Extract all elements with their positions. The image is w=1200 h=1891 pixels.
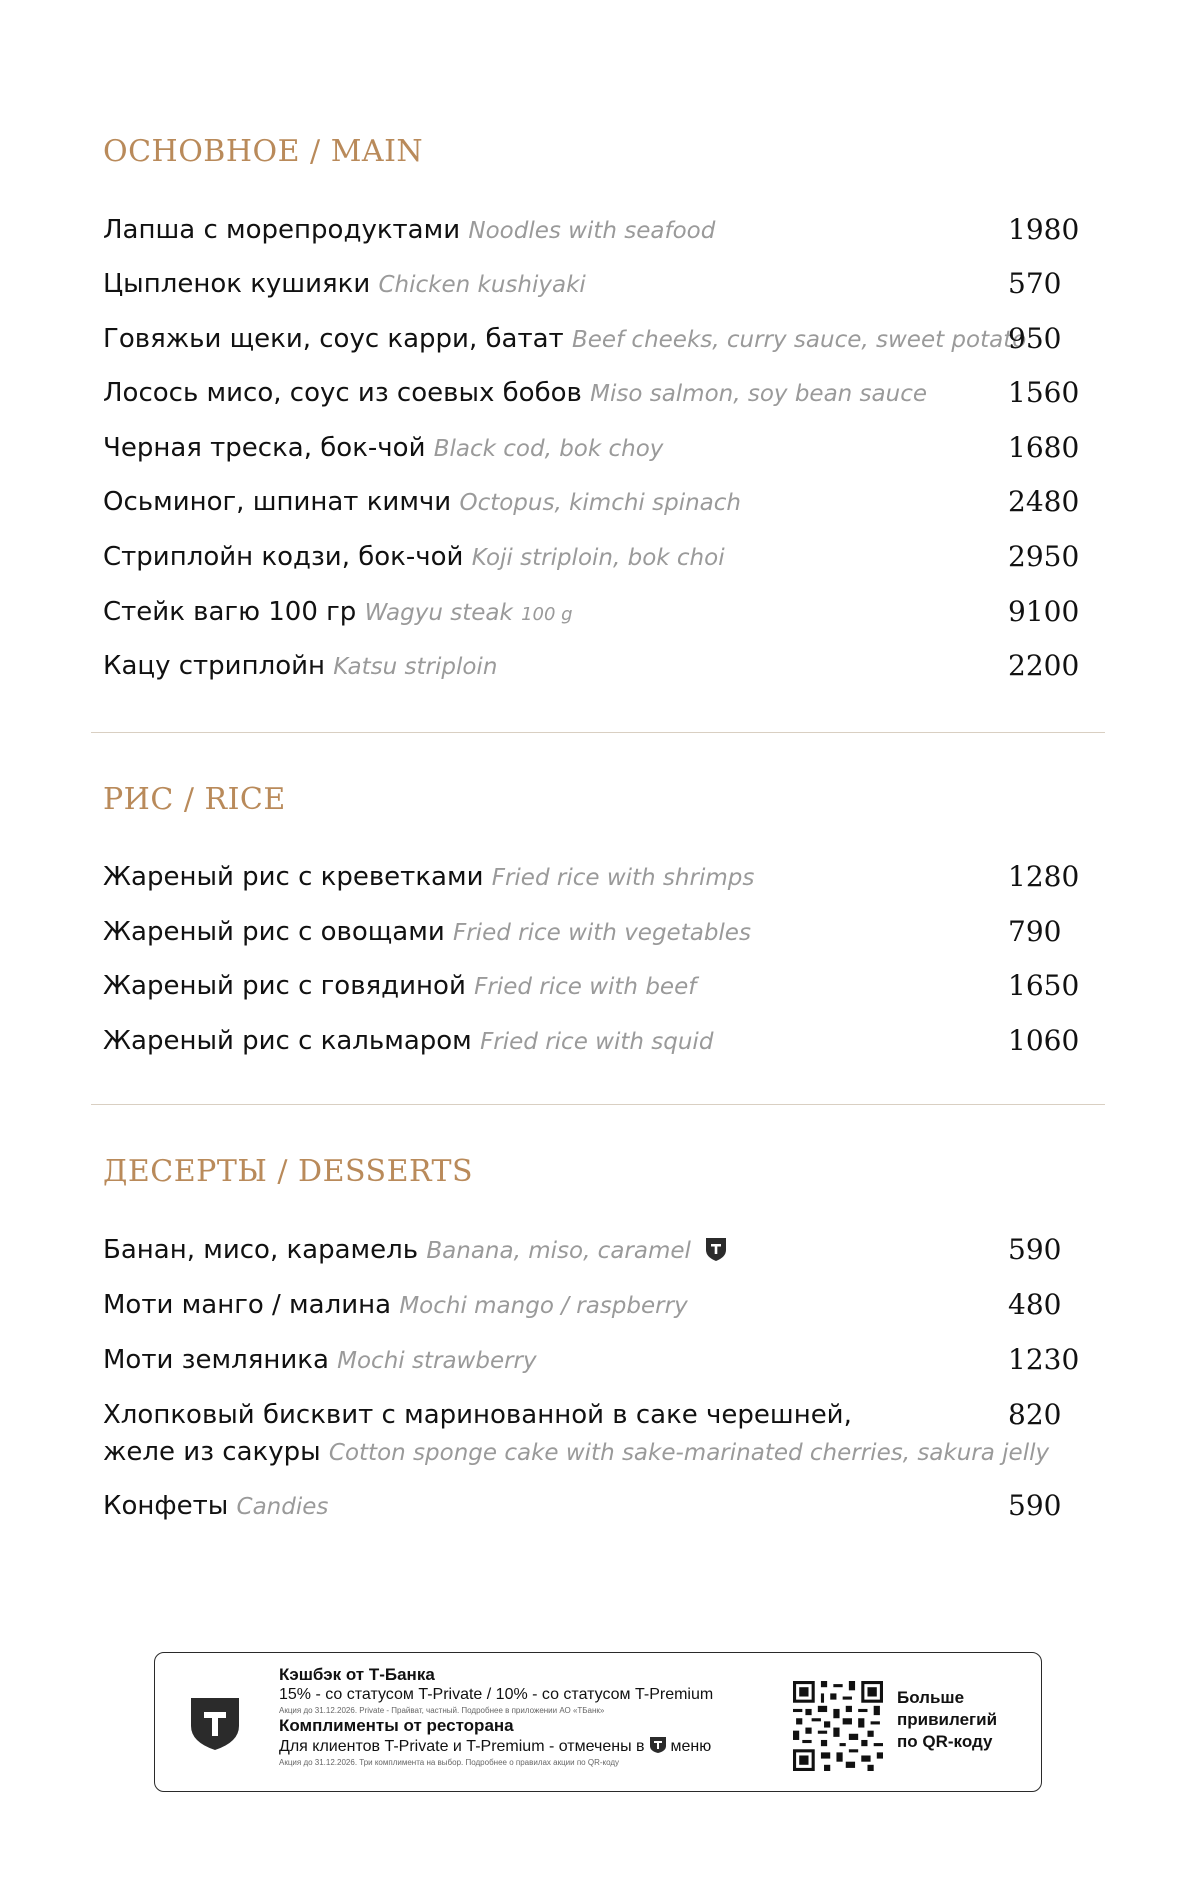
t-bank-shield-icon [649,1736,667,1754]
item-name-ru: Моти земляника [103,1345,329,1375]
item-name-en: Katsu striploin [333,654,498,680]
item-price: 950 [1008,322,1062,355]
item-name-en: Black cod, bok choy [433,436,664,462]
cashback-line: 15% - со статусом T-Private / 10% - со статусом T-Premium [279,1686,714,1703]
item-name-ru: Говяжьи щеки, соус карри, батат [103,324,564,354]
menu-item [103,1341,1103,1387]
item-name-en: Chicken kushiyaki [378,272,586,298]
item-name-en: Mochi mango / raspberry [399,1293,688,1319]
item-price: 2480 [1008,485,1080,518]
cashback-fine-print: Акция до 31.12.2026. Private - Прайват, частный. Подробнее в приложении АО «ТБанк» [279,1706,605,1715]
item-name-ru: Жареный рис с кальмаром [103,1026,472,1056]
menu-item [103,374,1103,420]
item-name-ru: Хлопковый бисквит с маринованной в саке черешней, [103,1400,852,1430]
compliments-line: Для клиентов T-Private и T-Premium - отмечены в меню [279,1738,712,1755]
item-name-en: Fried rice with beef [474,974,697,1000]
qr-caption: Больше привилегий по QR-коду [897,1688,998,1751]
menu-item [103,1396,1103,1480]
item-name-ru: Жареный рис с овощами [103,917,445,947]
item-name-en: Banana, miso, caramel [426,1238,691,1264]
item-price: 790 [1008,915,1062,948]
item-name-en: Noodles with seafood [468,218,716,244]
menu-item [103,211,1103,257]
item-price: 820 [1008,1398,1062,1431]
item-price: 1230 [1008,1343,1080,1376]
item-price: 2950 [1008,540,1080,573]
item-name-en: Miso salmon, soy bean sauce [590,381,928,407]
item-name-en: Octopus, kimchi spinach [459,490,741,516]
item-price: 9100 [1008,595,1080,628]
menu-item [103,647,1103,693]
section-title-main: ОСНОВНОЕ / MAIN [103,134,424,169]
item-price: 480 [1008,1288,1062,1321]
item-weight-en: 100 g [521,604,573,625]
menu-item [103,320,1103,366]
item-price: 1060 [1008,1024,1080,1057]
item-name-ru: Цыпленок кушияки [103,269,371,299]
menu-item [103,593,1103,639]
item-name-ru: Черная треска, бок-чой [103,433,426,463]
item-name-ru: Моти манго / малина [103,1290,392,1320]
menu-item [103,967,1103,1013]
menu-item [103,1231,1103,1277]
promo-text-block [279,1665,799,1768]
cashback-title: Кэшбэк от Т-Банка [279,1665,435,1684]
item-name-en: Fried rice with squid [480,1029,714,1055]
menu-item [103,265,1103,311]
t-bank-shield-icon [703,1236,729,1262]
item-price: 590 [1008,1233,1062,1266]
menu-item [103,1487,1103,1533]
item-price: 1680 [1008,431,1080,464]
menu-item [103,1286,1103,1332]
item-price: 2200 [1008,649,1080,682]
item-name-en: Candies [236,1494,329,1520]
t-bank-shield-icon [189,1696,241,1752]
compliments-title: Комплименты от ресторана [279,1716,514,1735]
item-name-en: Fried rice with shrimps [491,865,755,891]
menu-item [103,913,1103,959]
item-price: 1650 [1008,969,1080,1002]
item-name-en: Beef cheeks, curry sauce, sweet potato [571,327,1027,353]
item-name-ru: Стейк вагю 100 гр [103,597,357,627]
item-name-ru: Банан, мисо, карамель [103,1235,419,1265]
menu-item [103,1022,1103,1068]
item-name-ru: Стриплойн кодзи, бок-чой [103,542,464,572]
section-divider [91,732,1105,733]
item-name-en: Koji striploin, bok choi [471,545,725,571]
item-name-ru: Лосось мисо, соус из соевых бобов [103,378,582,408]
item-name-ru-line2: желе из сакуры [103,1437,321,1467]
item-name-ru: Жареный рис с говядиной [103,971,466,1001]
item-price: 1560 [1008,376,1080,409]
item-name-en: Wagyu steak [364,600,513,626]
item-price: 590 [1008,1489,1062,1522]
item-price: 1280 [1008,860,1080,893]
qr-code-icon[interactable] [793,1681,883,1771]
compliments-fine-print: Акция до 31.12.2026. Три комплимента на выбор. Подробнее о правилах акции по QR-коду [279,1758,620,1767]
menu-item [103,483,1103,529]
section-divider [91,1104,1105,1105]
item-name-en: Cotton sponge cake with sake-marinated cherries, sakura jelly [328,1440,1050,1466]
item-name-ru: Осьминог, шпинат кимчи [103,487,452,517]
item-name-ru: Кацу стриплойн [103,651,326,681]
item-name-en: Fried rice with vegetables [453,920,751,946]
menu-item [103,429,1103,475]
item-price: 1980 [1008,213,1080,246]
item-name-ru: Конфеты [103,1491,229,1521]
section-title-desserts: ДЕСЕРТЫ / DESSERTS [103,1154,474,1189]
section-title-rice: РИС / RICE [103,782,286,817]
item-name-en: Mochi strawberry [337,1348,537,1374]
item-price: 570 [1008,267,1062,300]
menu-item [103,538,1103,584]
item-name-ru: Лапша с морепродуктами [103,215,461,245]
menu-item [103,858,1103,904]
item-name-ru: Жареный рис с креветками [103,862,484,892]
t-bank-promo-card [154,1652,1042,1792]
